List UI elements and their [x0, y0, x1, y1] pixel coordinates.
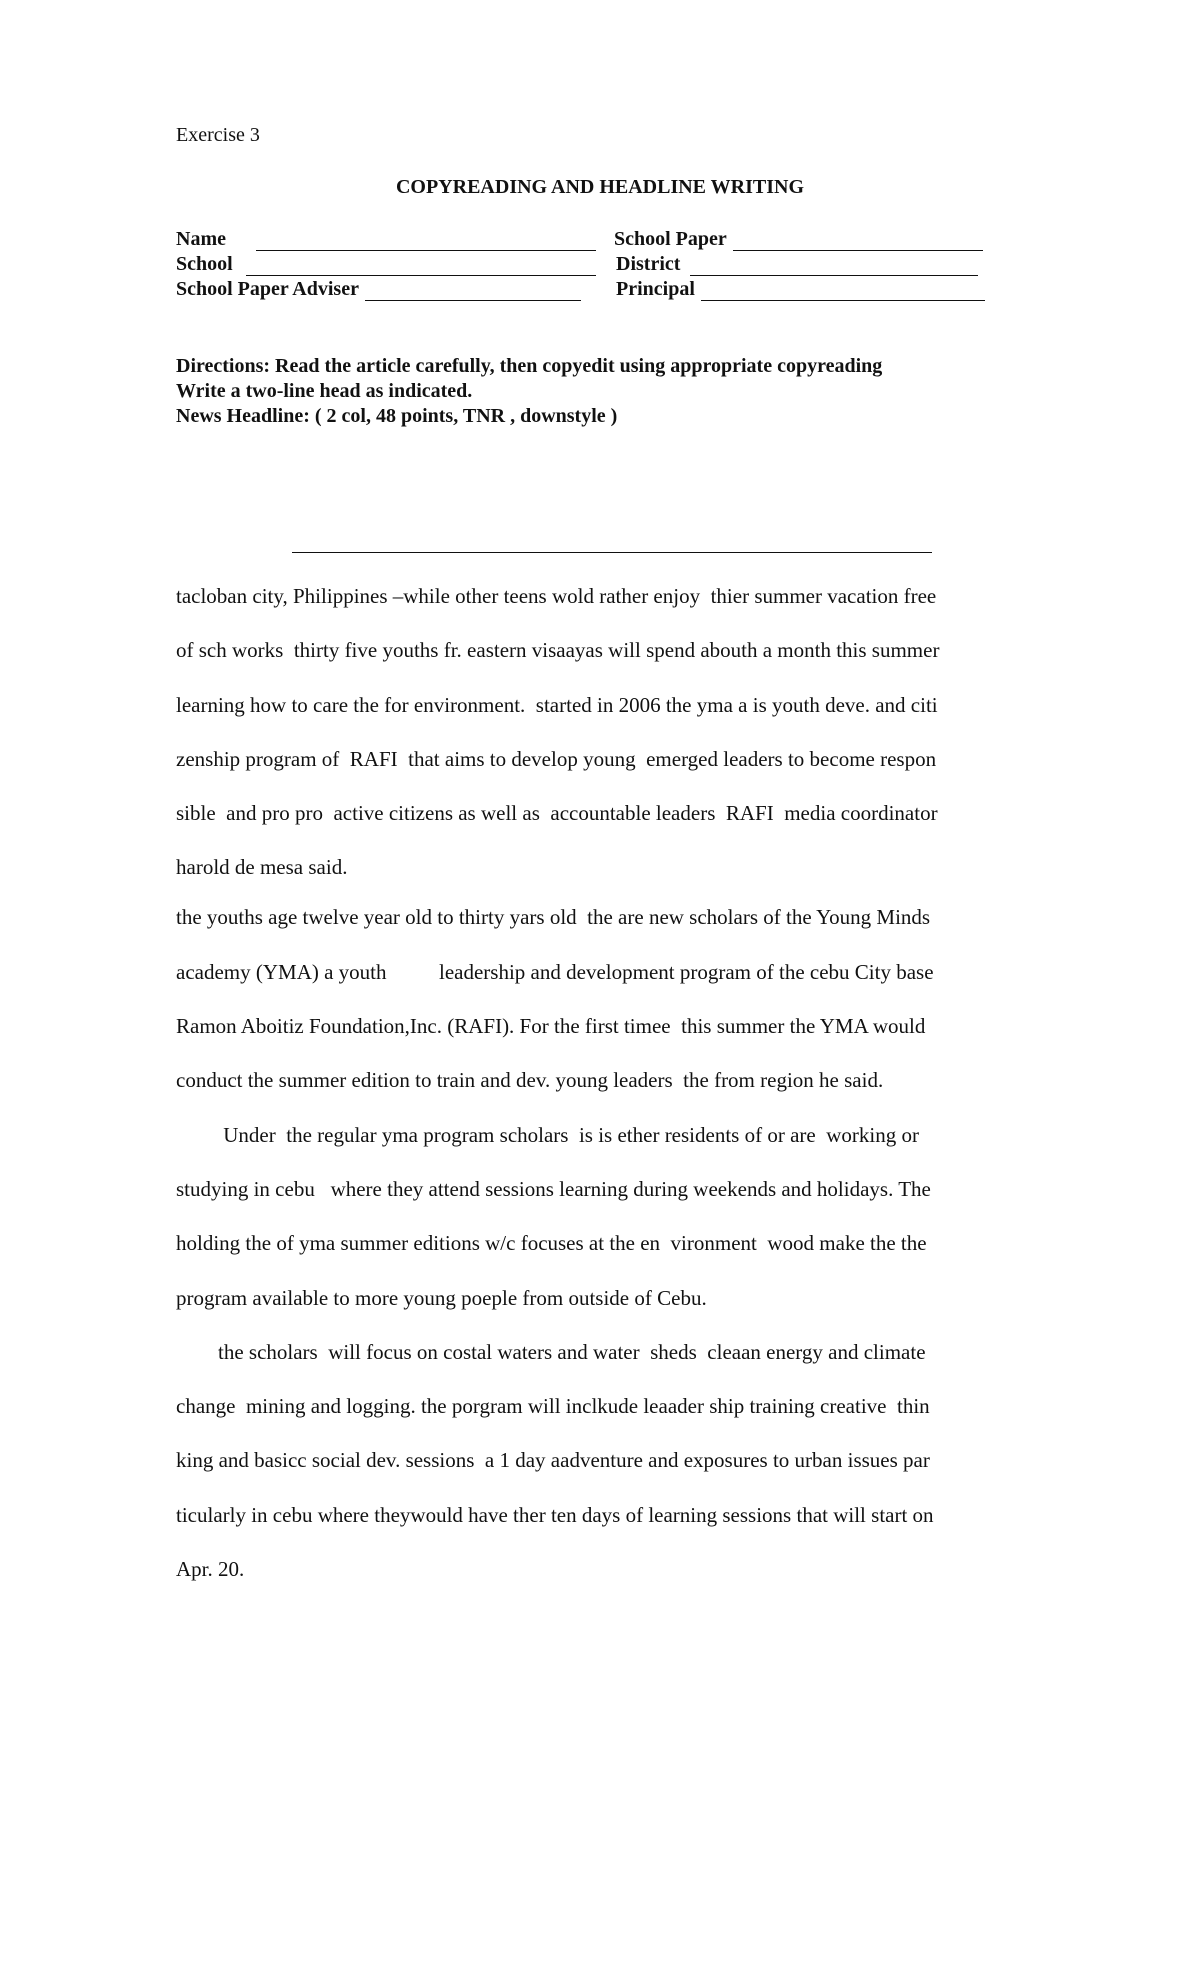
- article-line: program available to more young poeple from outside of Cebu.: [176, 1285, 707, 1310]
- school-paper-blank[interactable]: [733, 230, 983, 251]
- article-line: academy (YMA) a youth leadership and development program of the cebu City base: [176, 959, 934, 984]
- article-line: Apr. 20.: [176, 1557, 245, 1582]
- article-line: king and basicc social dev. sessions a 1 day aadventure and exposures to urban issues par: [176, 1448, 930, 1473]
- article-line: harold de mesa said.: [176, 855, 348, 880]
- article-line: change mining and logging. the porgram will inclkude leaader ship training creative thin: [176, 1394, 930, 1419]
- article-line: sible and pro pro active citizens as well as accountable leaders RAFI media coordinator: [176, 801, 938, 826]
- adviser-blank[interactable]: [365, 280, 581, 301]
- page-title: COPYREADING AND HEADLINE WRITING: [395, 176, 805, 198]
- field-row-3: [176, 278, 996, 303]
- name-blank[interactable]: [256, 230, 596, 251]
- article-line: tacloban city, Philippines –while other teens wold rather enjoy thier summer vacation free: [176, 584, 937, 608]
- article-line: of sch works thirty five youths fr. eastern visaayas will spend abouth a month this summer: [176, 638, 940, 663]
- directions-line-2: Write a two-line head as indicated.: [176, 380, 473, 402]
- headline-blank-line[interactable]: [292, 552, 932, 553]
- info-fields: [176, 228, 996, 303]
- directions: [176, 354, 882, 429]
- principal-label: Principal: [616, 278, 695, 300]
- article-line: conduct the summer edition to train and dev. young leaders the from region he said.: [176, 1068, 884, 1093]
- directions-line-1: Directions: Read the article carefully, then copyedit using appropriate copyreading: [176, 355, 883, 377]
- field-row-2: [176, 253, 996, 278]
- school-paper-label: School Paper: [614, 228, 727, 250]
- article-line: ticularly in cebu where theywould have ther ten days of learning sessions that will start on: [176, 1502, 934, 1527]
- principal-blank[interactable]: [701, 280, 985, 301]
- article-line: learning how to care the for environment. started in 2006 the yma a is youth deve. and citi: [176, 692, 938, 717]
- exercise-label: Exercise 3: [176, 124, 260, 146]
- school-blank[interactable]: [246, 255, 596, 276]
- article-line: the scholars will focus on costal waters and water sheds cleaan energy and climate: [176, 1339, 926, 1364]
- article-line: Ramon Aboitiz Foundation,Inc. (RAFI). For the first timee this summer the YMA would: [176, 1014, 926, 1039]
- district-blank[interactable]: [690, 255, 978, 276]
- school-label: School: [176, 253, 233, 275]
- article-line: Under the regular yma program scholars is is ether residents of or are working or: [176, 1122, 919, 1147]
- district-label: District: [616, 253, 681, 275]
- article-line: zenship program of RAFI that aims to develop young emerged leaders to become respon: [176, 746, 937, 771]
- article-line: holding the of yma summer editions w/c focuses at the en vironment wood make the the: [176, 1231, 927, 1256]
- article-body: [176, 577, 1056, 1604]
- article-line: studying in cebu where they attend sessions learning during weekends and holidays. The: [176, 1176, 931, 1201]
- adviser-label: School Paper Adviser: [176, 278, 359, 300]
- news-headline-instruction: News Headline: ( 2 col, 48 points, TNR , downstyle ): [176, 405, 618, 427]
- article-line: the youths age twelve year old to thirty yars old the are new scholars of the Young Minds: [176, 905, 931, 930]
- name-label: Name: [176, 228, 226, 250]
- field-row-1: [176, 228, 996, 253]
